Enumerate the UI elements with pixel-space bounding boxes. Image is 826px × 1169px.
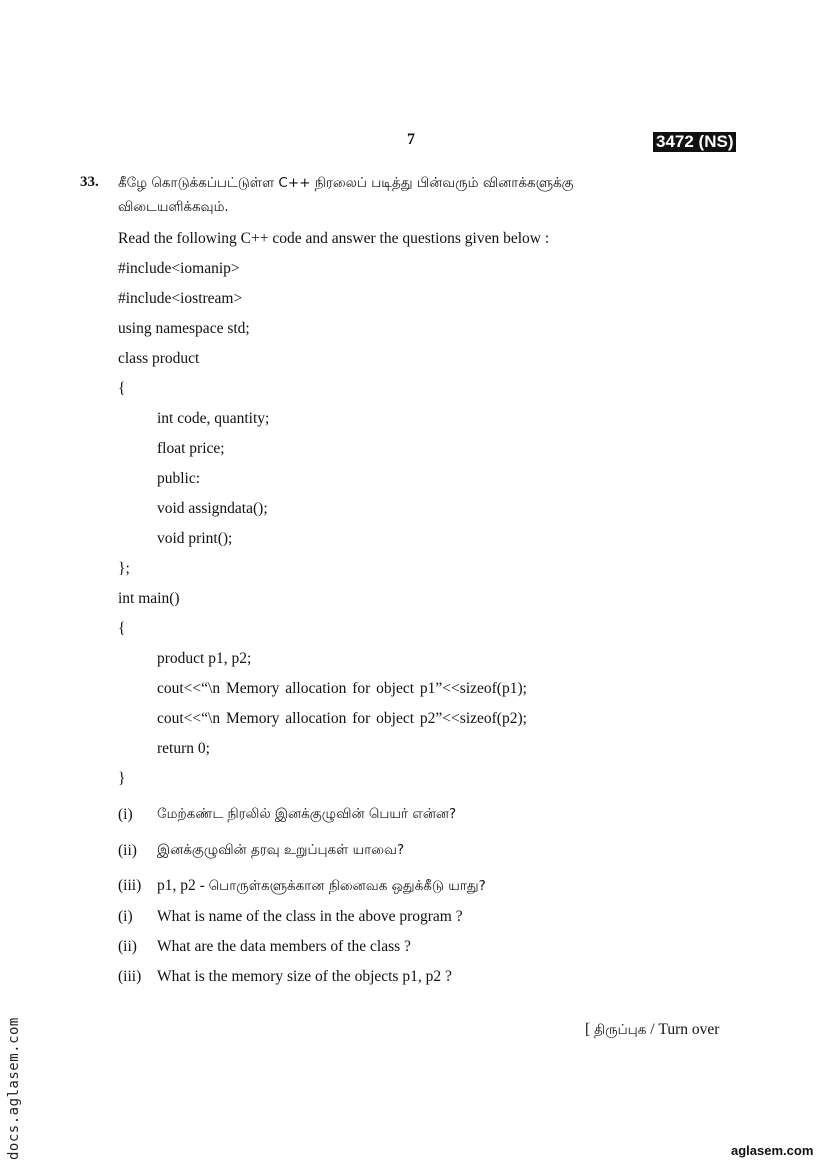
subquestion-english: What is name of the class in the above program ? (157, 908, 463, 925)
code-line: cout<<“\n Memory allocation for object p1”<<sizeof(p1); (157, 680, 527, 697)
code-line: int code, quantity; (157, 410, 270, 427)
subquestion-label: (i) (118, 908, 133, 925)
turn-over-tamil: திருப்புக (594, 1022, 647, 1038)
code-line: cout<<“\n Memory allocation for object p2”<<sizeof(p2); (157, 710, 527, 727)
subquestion-english: What is the memory size of the objects p1, p2 ? (157, 968, 452, 985)
code-line: product p1, p2; (157, 650, 252, 667)
subquestion-tamil: இனக்குழுவின் தரவு உறுப்புகள் யாவை? (157, 842, 405, 858)
code-line: return 0; (157, 740, 210, 757)
code-line: float price; (157, 440, 225, 457)
code-line: } (118, 770, 126, 787)
code-line: public: (157, 470, 201, 487)
subquestion-tamil-text: பொருள்களுக்கான நினைவக ஒதுக்கீடு யாது? (208, 878, 486, 894)
subquestion-label: (ii) (118, 938, 137, 955)
paper-code-badge: 3472 (NS) (653, 132, 736, 152)
code-line: #include<iomanip> (118, 260, 240, 277)
subquestion-label: (iii) (118, 968, 142, 985)
code-line: #include<iostream> (118, 290, 243, 307)
question-tamil-line2: விடையளிக்கவும். (118, 199, 229, 215)
subquestion-english: What are the data members of the class ? (157, 938, 411, 955)
subquestion-label: (iii) (118, 877, 142, 894)
code-line: }; (118, 560, 130, 577)
subquestion-tamil (157, 876, 486, 896)
turn-over (585, 1020, 719, 1040)
brand-footer: aglasem.com (731, 1143, 814, 1158)
code-line: { (118, 620, 126, 637)
code-line: using namespace std; (118, 320, 250, 337)
turn-over-bracket: [ (585, 1021, 595, 1038)
code-line: int main() (118, 590, 180, 607)
side-watermark: docs.aglasem.com (6, 1017, 22, 1160)
code-line: void assigndata(); (157, 500, 268, 517)
subquestion-label: (i) (118, 806, 133, 823)
subquestion-tamil: மேற்கண்ட நிரலில் இனக்குழுவின் பெயர் என்ன? (157, 806, 457, 822)
page-number: 7 (407, 131, 415, 148)
question-number: 33. (80, 174, 99, 190)
question-english: Read the following C++ code and answer the questions given below : (118, 230, 550, 247)
code-line: void print(); (157, 530, 233, 547)
code-line: class product (118, 350, 200, 367)
code-line: { (118, 380, 126, 397)
subquestion-prefix: p1, p2 - (157, 877, 209, 894)
subquestion-label: (ii) (118, 842, 137, 859)
question-tamil-line1: கீழே கொடுக்கப்பட்டுள்ள C++ நிரலைப் படித்து பின்வரும் வினாக்களுக்கு (118, 175, 574, 191)
turn-over-english: / Turn over (646, 1021, 720, 1038)
